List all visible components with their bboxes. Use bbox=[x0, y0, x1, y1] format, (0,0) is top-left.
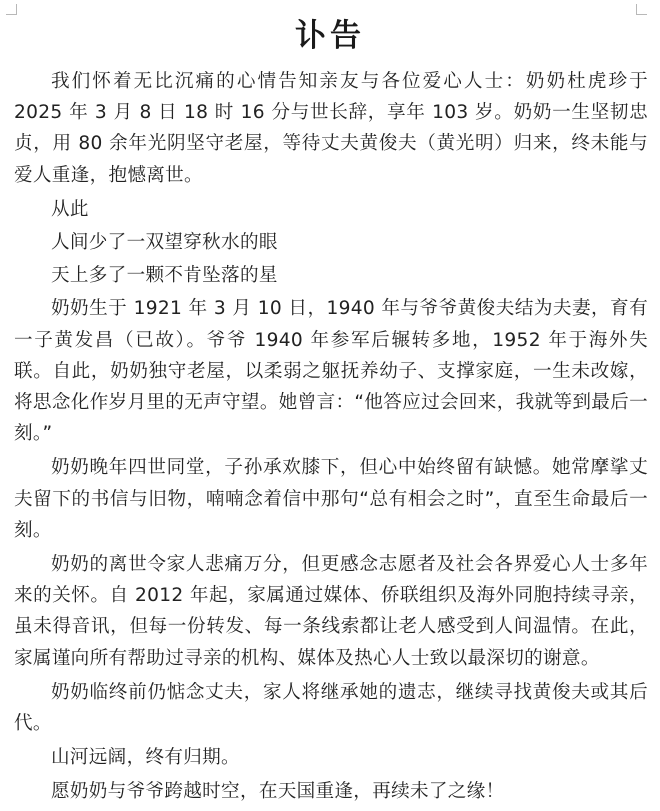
paragraph-last-wish: 奶奶临终前仍惦念丈夫，家人将继承她的遗志，继续寻找黄俊夫或其后代。 bbox=[14, 681, 648, 735]
paragraph-gratitude: 奶奶的离世令家人悲痛万分，但更感念志愿者及社会各界爱心人士多年来的关怀。自 2012 年起，家属通过媒体、侨联组织及海外同胞持续寻亲，虽未得音讯，但每一份转发、每一条线索都让老人感受到人间温情。在此，家属谨向所有帮助过寻亲的机构、媒体及热心人士致以最深切的谢意。 bbox=[14, 554, 648, 669]
paragraph-verse-line-2: 人间少了一双望穿秋水的眼 bbox=[51, 232, 278, 254]
paragraph-verse-line-1: 从此 bbox=[51, 198, 89, 220]
paragraph-closing-line: 山河远阔，终有归期。 bbox=[51, 747, 240, 769]
paragraph-final-blessing: 愿奶奶与爷爷跨越时空，在天国重逢，再续未了之缘！ bbox=[51, 781, 505, 803]
document-body bbox=[14, 66, 648, 811]
paragraph-later-years: 奶奶晚年四世同堂，子孙承欢膝下，但心中始终留有缺憾。她常摩挲丈夫留下的书信与旧物，喃喃念着信中那句“总有相会之时”，直至生命最后一刻。 bbox=[14, 457, 648, 541]
document-title: 讣告 bbox=[295, 18, 365, 54]
paragraph-verse-line-3: 天上多了一颗不肯坠落的星 bbox=[51, 265, 278, 287]
paragraph-biography: 奶奶生于 1921 年 3 月 10 日，1940 年与爷爷黄俊夫结为夫妻，育有一子黄发昌（已故）。爷爷 1940 年参军后辗转多地，1952 年于海外失联。自此，奶奶独守老屋，以柔弱之躯抚养幼子、支撑家庭，一生未改嫁，将思念化作岁月里的无声守望。她曾言：“他答应过会回来，我就等到最后一刻。” bbox=[14, 298, 648, 445]
paragraph-announcement: 我们怀着无比沉痛的心情告知亲友与各位爱心人士：奶奶杜虎珍于 2025 年 3 月 8 日 18 时 16 分与世长辞，享年 103 岁。奶奶一生坚韧忠贞，用 80 余年光阴坚守老屋，等待丈夫黄俊夫（黄光明）归来，终未能与爱人重逢，抱憾离世。 bbox=[14, 71, 648, 186]
